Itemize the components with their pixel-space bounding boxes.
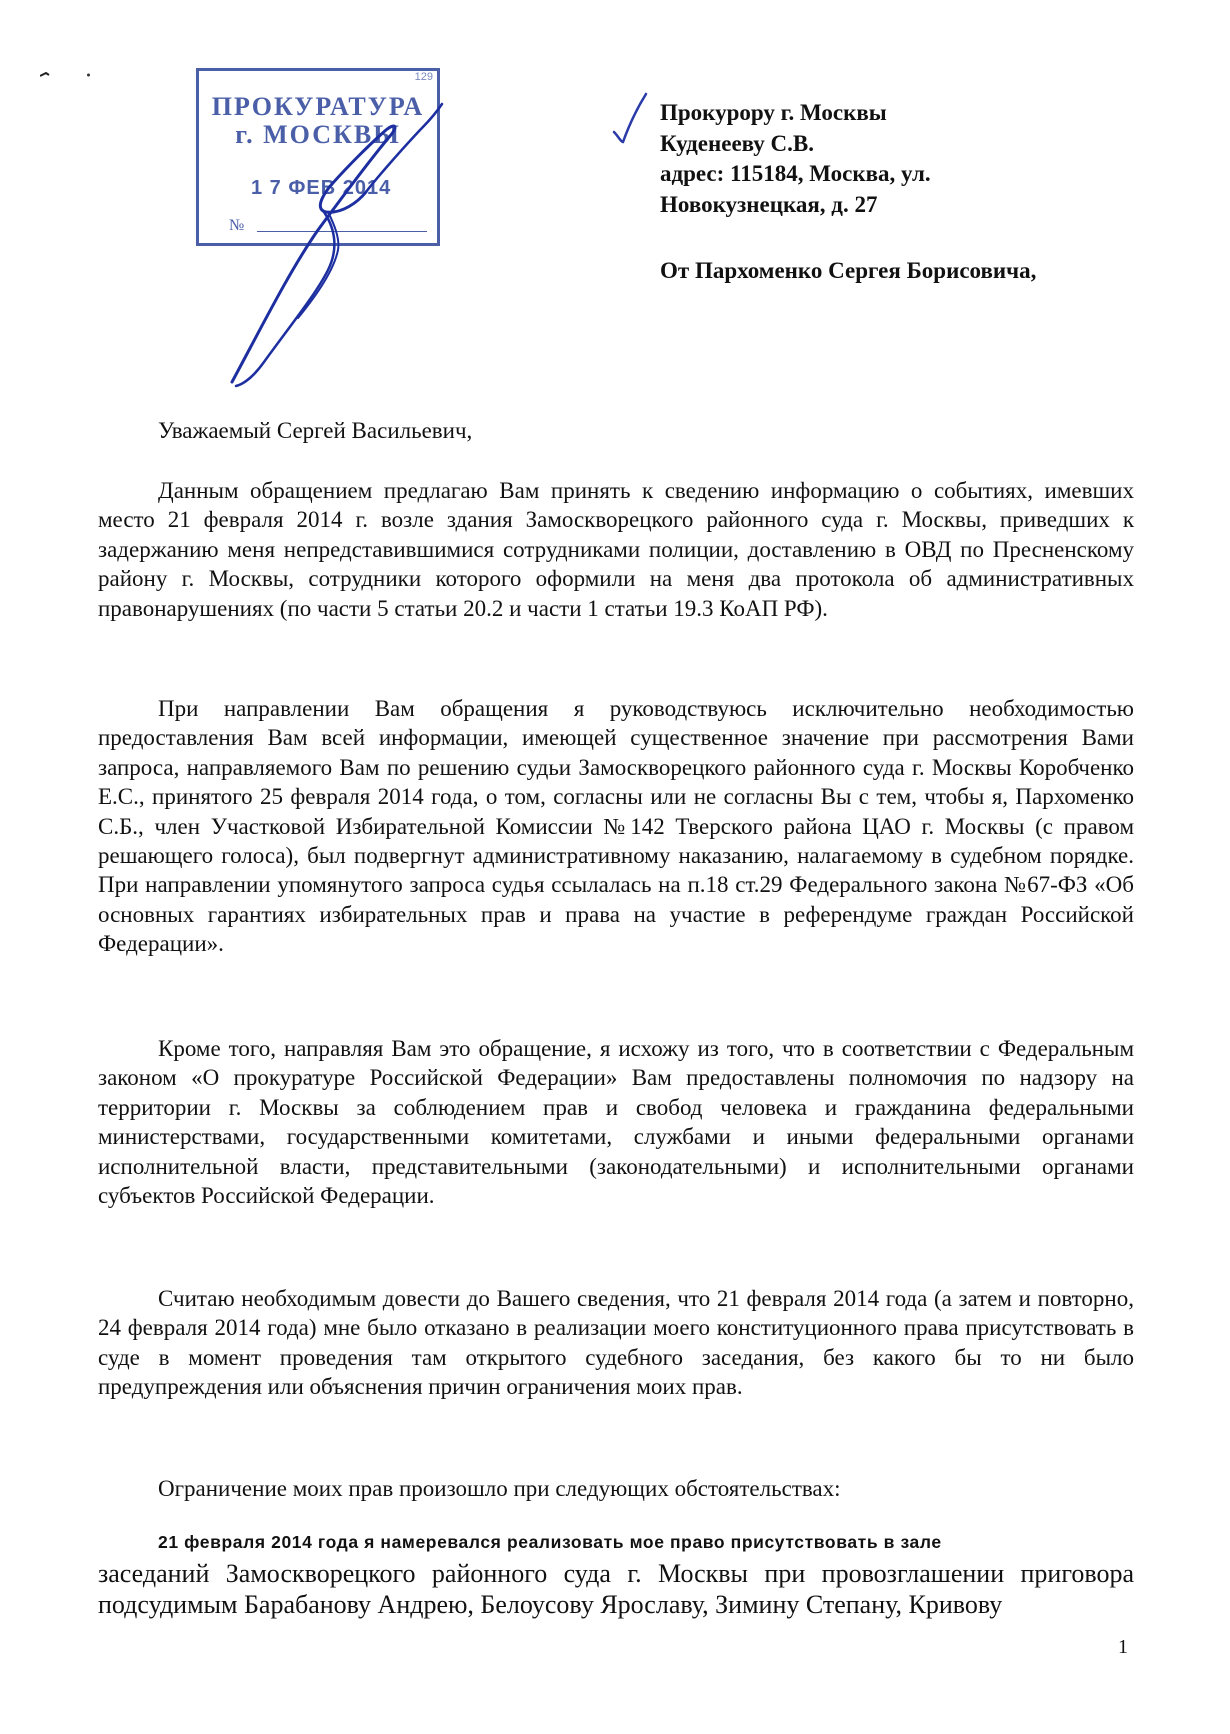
body-paragraph: Ограничение моих прав произошло при следующих обстоятельствах:	[158, 1476, 841, 1501]
addressee-line: адрес: 115184, Москва, ул.	[660, 161, 931, 186]
stamp-date: 1 7 ФЕВ 2014	[251, 177, 392, 199]
body-paragraph: заседаний Замоскворецкого районного суда г. Москвы при провозглашении приговора подсудимым Барабанову Андрею, Белоусову Ярославу, Зимину Степану, Кривову	[98, 1559, 1134, 1619]
checkmark	[612, 92, 648, 144]
sender-line: От Пархоменко Сергея Борисовича,	[660, 258, 1037, 283]
signature	[220, 100, 460, 390]
body-paragraph: Кроме того, направляя Вам это обращение, я исхожу из того, что в соответствии с Федеральным законом «О прокуратуре Российской Федерации» Вам предоставлены полномочия по надзору на территории г. Москвы за соблюдением прав и свобод человека и гражданина федеральными министерствами, государственными комитетами, службами и иными федеральными органами исполнительной власти, представительными (законодательными) и исполнительными органами субъектов Российской Федерации.	[98, 1036, 1134, 1209]
stamp-city: г. МОСКВЫ	[235, 120, 401, 149]
addressee-line: Куденееву С.В.	[660, 130, 815, 156]
stamp-serial: 129	[414, 71, 433, 83]
scan-speck	[40, 72, 50, 78]
page-number: 1	[1118, 1636, 1128, 1658]
addressee-block	[660, 98, 1180, 220]
stamp-number-label: №	[229, 217, 245, 234]
greeting: Уважаемый Сергей Васильевич,	[158, 418, 473, 443]
body-paragraph: Считаю необходимым довести до Вашего сведения, что 21 февраля 2014 года (а затем и повторно, 24 февраля 2014 года) мне было отказано в реализации моего конституционного права присутствовать в суде в момент проведения там открытого судебного заседания, без какого бы то ни было предупреждения или объяснения причин ограничения моих прав.	[98, 1286, 1134, 1400]
addressee-line: Новокузнецкая, д. 27	[660, 191, 878, 217]
scan-speck	[86, 72, 91, 78]
body-paragraph: При направлении Вам обращения я руководствуюсь исключительно необходимостью предоставления Вам всей информации, имеющей существенное значение при рассмотрения Вами запроса, направляемого Вам по решению судьи Замоскворецкого районного суда г. Москвы Коробченко Е.С., принятого 25 февраля 2014 года, о том, согласны или не согласны Вы с тем, чтобы я, Пархоменко С.Б., член Участковой Избирательной Комиссии №142 Тверского района ЦАО г. Москвы (с правом решающего голоса), был подвергнут административному наказанию, налагаемому в судебном порядке. При направлении упомянутого запроса судья ссылалась на п.18 ст.29 Федерального закона №67-ФЗ «Об основных гарантиях избирательных прав и права на участие в референдуме граждан Российской Федерации».	[98, 696, 1134, 957]
body-paragraph-first-line: 21 февраля 2014 года я намеревался реализовать мое право присутствовать в зале	[158, 1532, 942, 1552]
addressee-line: Прокурору г. Москвы	[660, 100, 887, 125]
body-paragraph: Данным обращением предлагаю Вам принять к сведению информацию о событиях, имевших место 21 февраля 2014 г. возле здания Замоскворецкого районного суда г. Москвы, приведших к задержанию меня непредставившимися сотрудниками полиции, доставлению в ОВД по Пресненскому району г. Москвы, сотрудники которого оформили на меня два протокола об административных правонарушениях (по части 5 статьи 20.2 и части 1 статьи 19.3 КоАП РФ).	[98, 478, 1134, 621]
stamp-title: ПРОКУРАТУРА	[211, 92, 425, 121]
